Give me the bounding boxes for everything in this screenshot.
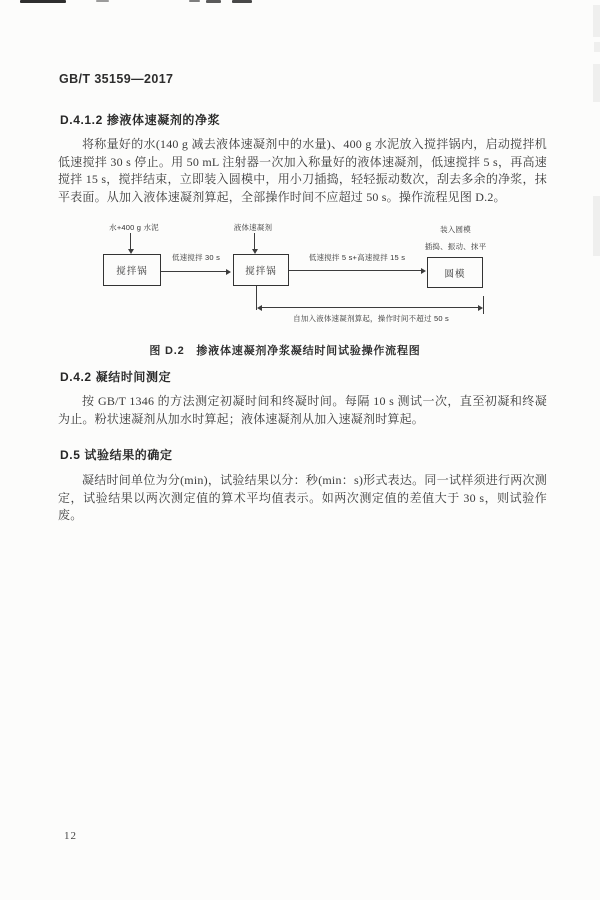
- flow-arrow2-label: 低速搅拌 5 s+高速搅拌 15 s: [308, 253, 406, 262]
- flow-mold-label-2: 插捣、振动、抹平: [424, 242, 487, 251]
- flow-arrow1-label: 低速搅拌 30 s: [171, 253, 221, 262]
- paragraph-d5: 凝结时间单位为分(min)，试验结果以分：秒(min：s)形式表达。同一试样须进行两次测定，试验结果以两次测定值的算术平均值表示。如两次测定值的差值大于 30 s，则试验作废。: [58, 473, 547, 522]
- flow-duration-line: [259, 307, 481, 308]
- paragraph-d42: 按 GB/T 1346 的方法测定初凝时间和终凝时间。每隔 10 s 测试一次，直至初凝和终凝为止。粉状速凝剂从加水时算起；液体速凝剂从加入速凝剂时算起。: [58, 394, 547, 426]
- scan-artifact: [189, 0, 200, 2]
- flow-mold-label-1: 装入圆模: [440, 225, 471, 234]
- page-number: 12: [64, 830, 77, 842]
- scan-artifact: [96, 0, 109, 2]
- section-heading-d42: D.4.2 凝结时间测定: [60, 370, 172, 384]
- scan-artifact: [593, 5, 600, 37]
- flow-box-mixer-2: 搅拌锅: [233, 254, 289, 286]
- section-heading-d5: D.5 试验结果的确定: [60, 448, 173, 462]
- arrow-right-icon: [478, 305, 483, 311]
- flow-arrow-down-1: [130, 233, 131, 250]
- scan-artifact: [206, 0, 221, 3]
- arrow-right-icon: [421, 268, 426, 274]
- scan-artifact: [20, 0, 66, 3]
- flowchart-figure: [93, 222, 495, 328]
- scan-artifact: [593, 64, 600, 102]
- document-header: GB/T 35159—2017: [59, 72, 174, 86]
- flow-input-liquid-accelerator-label: 液体速凝剂: [233, 223, 273, 232]
- flow-arrow-right-1: [161, 271, 227, 272]
- flow-duration-label: 自加入液体速凝剂算起，操作时间不超过 50 s: [293, 314, 449, 323]
- arrow-right-icon: [226, 269, 231, 275]
- flow-input-water-cement-label: 水+400 g 水泥: [109, 223, 159, 232]
- flow-box-round-mold: 圆模: [427, 257, 483, 288]
- paragraph-d412: 将称量好的水(140 g 减去液体速凝剂中的水量)、400 g 水泥放入搅拌锅内，启动搅拌机低速搅拌 30 s 停止。用 50 mL 注射器一次加入称量好的液体速凝剂，低速搅拌 5 s，再高速搅拌 15 s，搅拌结束，立即装入圆模中，用小刀插捣，轻轻振动数次，刮去多余的净浆，抹平表面。从加入液体速凝剂算起，全部操作时间不应超过 50 s。操作流程见图 D.2。: [58, 137, 547, 204]
- flow-duration-right-tick: [483, 296, 484, 314]
- figure-caption: 图 D.2 掺液体速凝剂净浆凝结时间试验操作流程图: [149, 345, 421, 357]
- scan-artifact: [594, 42, 600, 52]
- arrow-left-icon: [257, 305, 262, 311]
- section-heading-d412: D.4.1.2 掺液体速凝剂的净浆: [60, 113, 221, 127]
- flow-arrow-down-2: [254, 233, 255, 250]
- flow-arrow-right-2: [289, 270, 422, 271]
- scan-artifact: [593, 196, 600, 256]
- scan-artifact: [232, 0, 252, 3]
- flow-box-mixer-1: 搅拌锅: [103, 254, 161, 286]
